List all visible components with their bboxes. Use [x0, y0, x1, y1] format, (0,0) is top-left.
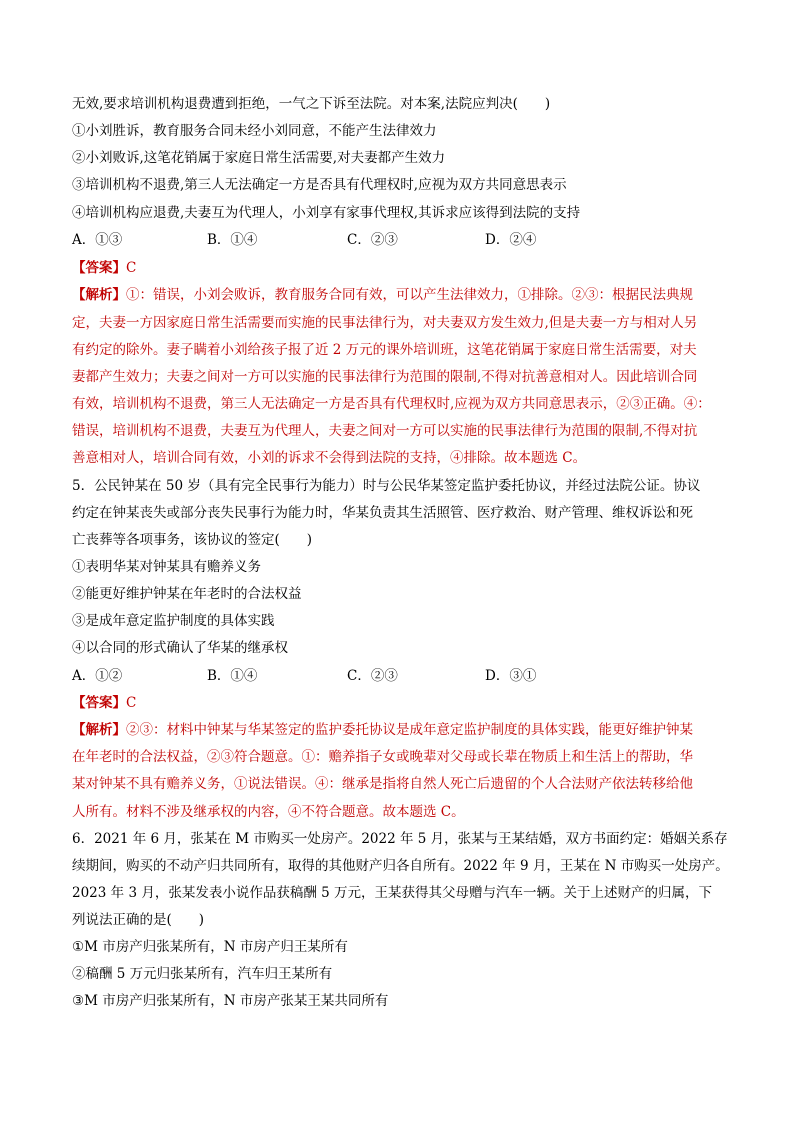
- q5-stem-line-3: 亡丧葬等各项事务，该协议的签定( ): [72, 532, 313, 548]
- q5-analysis-line-3: 某对钟某不具有赡养义务，①说法错误。④：继承是指将自然人死亡后遗留的个人合法财产依法转移给他: [72, 776, 693, 792]
- q4-analysis-line-4: 妻都产生效力；夫妻之间对一方可以实施的民事法律行为范围的限制,不得对抗善意相对人。因此培训合同: [72, 369, 698, 385]
- q4-option-d: D．②④: [485, 232, 537, 248]
- q4-answer-value: C: [126, 260, 137, 276]
- q4-analysis-tag: 【解析】: [72, 287, 126, 303]
- q5-item-1: ①表明华某对钟某具有赡养义务: [72, 559, 261, 575]
- q5-stem-line-2: 约定在钟某丧失或部分丧失民事行为能力时，华某负责其生活照管、医疗救治、财产管理、维权诉讼和死: [72, 505, 693, 521]
- q5-option-c: C．②③: [347, 668, 398, 684]
- q6-stem-line-3: 2023 年 3 月，张某发表小说作品获稿酬 5 万元，王某获得其父母赠与汽车一辆。关于上述财产的归属，下: [72, 885, 712, 901]
- q5-stem-line-1: 5．公民钟某在 50 岁（具有完全民事行为能力）时与公民华某签定监护委托协议，并经过法院公证。协议: [72, 478, 701, 494]
- q4-analysis-line-7: 善意相对人，培训合同有效，小刘的诉求不会得到法院的支持，④排除。故本题选 C。: [72, 450, 587, 466]
- q6-stem-line-4: 列说法正确的是( ): [72, 912, 205, 928]
- q5-analysis-text: ②③：材料中钟某与华某签定的监护委托协议是成年意定监护制度的具体实践，能更好维护钟某: [126, 722, 693, 738]
- q5-option-b: B．①④: [207, 668, 258, 684]
- q5-analysis-tag: 【解析】: [72, 722, 126, 738]
- q5-answer-tag: 【答案】: [72, 695, 126, 711]
- q5-option-a: A．①②: [72, 668, 123, 684]
- q5-analysis-line-1: [72, 720, 693, 740]
- q5-item-3: ③是成年意定监护制度的具体实践: [72, 613, 275, 629]
- q5-item-4: ④以合同的形式确认了华某的继承权: [72, 640, 288, 656]
- q6-stem-line-1: 6．2021 年 6 月，张某在 M 市购买一处房产。2022 年 5 月，张某与王某结婚，双方书面约定：婚姻关系存: [72, 831, 728, 847]
- q6-item-3: ③M 市房产归张某所有，N 市房产张某王某共同所有: [72, 993, 389, 1009]
- q4-answer: [72, 258, 136, 278]
- q4-analysis-text: ①：错误，小刘会败诉，教育服务合同有效，可以产生法律效力，①排除。②③：根据民法典规: [126, 287, 693, 303]
- q6-item-1: ①M 市房产归张某所有，N 市房产归王某所有: [72, 939, 348, 955]
- q4-analysis-line-6: 错误，培训机构不退费，夫妻互为代理人，夫妻之间对一方可以实施的民事法律行为范围的限制,不得对抗: [72, 423, 698, 439]
- q4-option-a: A．①③: [72, 232, 123, 248]
- q4-analysis-line-1: [72, 285, 693, 305]
- q4-analysis-line-5: 有效，培训机构不退费，第三人无法确定一方是否具有代理权时,应视为双方共同意思表示，②③正确。④：: [72, 396, 711, 412]
- q4-analysis-line-2: 定，夫妻一方因家庭日常生活需要而实施的民事法律行为，对夫妻双方发生效力,但是夫妻一方与相对人另: [72, 315, 698, 331]
- q4-item-2: ②小刘败诉,这笔花销属于家庭日常生活需要,对夫妻都产生效力: [72, 150, 446, 166]
- q4-option-b: B．①④: [207, 232, 258, 248]
- q4-option-c: C．②③: [347, 232, 398, 248]
- q5-analysis-line-2: 在年老时的合法权益，②③符合题意。①：赡养指子女或晚辈对父母或长辈在物质上和生活上的帮助，华: [72, 749, 693, 765]
- q5-answer-value: C: [126, 695, 137, 711]
- q6-item-2: ②稿酬 5 万元归张某所有，汽车归王某所有: [72, 966, 333, 982]
- q4-analysis-line-3: 有约定的除外。妻子瞒着小刘给孩子报了近 2 万元的课外培训班，这笔花销属于家庭日常生活需要，对夫: [72, 342, 697, 358]
- q4-item-4: ④培训机构应退费,夫妻互为代理人，小刘享有家事代理权,其诉求应该得到法院的支持: [72, 205, 581, 221]
- q4-item-3: ③培训机构不退费,第三人无法确定一方是否具有代理权时,应视为双方共同意思表示: [72, 177, 567, 193]
- q6-stem-line-2: 续期间，购买的不动产归共同所有，取得的其他财产归各自所有。2022 年 9 月，王某在 N 市购买一处房产。: [72, 858, 729, 874]
- q4-answer-tag: 【答案】: [72, 260, 126, 276]
- q4-item-1: ①小刘胜诉，教育服务合同未经小刘同意，不能产生法律效力: [72, 123, 437, 139]
- q5-option-d: D．③①: [485, 668, 537, 684]
- q5-answer: [72, 693, 136, 713]
- q5-item-2: ②能更好维护钟某在年老时的合法权益: [72, 586, 302, 602]
- q4-stem-tail: 无效,要求培训机构退费遭到拒绝，一气之下诉至法院。对本案,法院应判决( ): [72, 96, 551, 112]
- q5-analysis-line-4: 人所有。材料不涉及继承权的内容，④不符合题意。故本题选 C。: [72, 804, 465, 820]
